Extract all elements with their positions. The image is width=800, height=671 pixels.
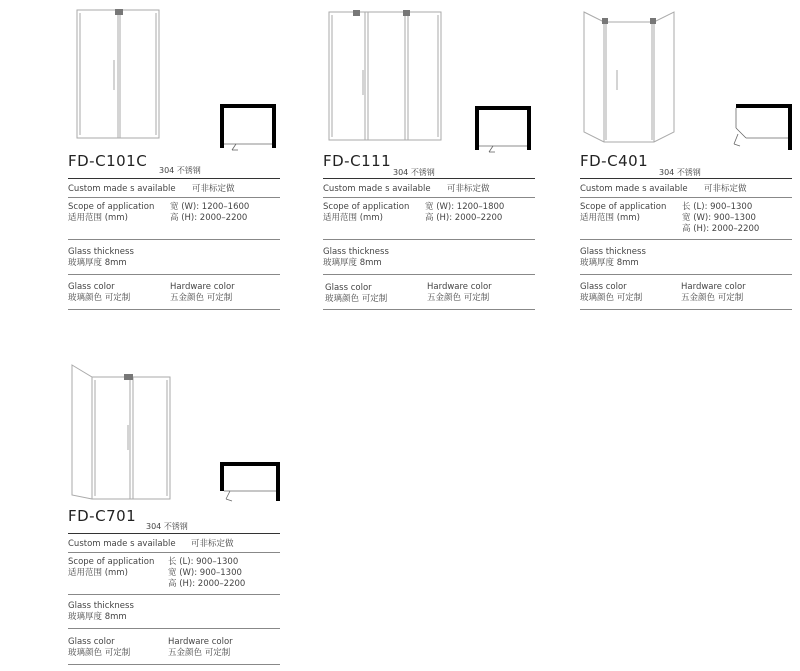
model-name: FD-C701	[68, 507, 137, 525]
scope-zh: 适用范围 (mm)	[323, 213, 383, 223]
custom-en: Custom made s available	[68, 539, 176, 549]
divider	[323, 274, 535, 275]
product-card-fd-c111	[323, 0, 535, 320]
scope-zh: 适用范围 (mm)	[68, 213, 128, 223]
scope-zh: 适用范围 (mm)	[580, 213, 640, 223]
hardware-color-en: Hardware color	[170, 282, 235, 292]
divider	[580, 197, 792, 198]
glass-color-zh: 玻璃颜色 可定制	[325, 294, 388, 304]
hardware-color-en: Hardware color	[168, 637, 233, 647]
glass-color-zh: 玻璃颜色 可定制	[68, 648, 131, 658]
glass-color-en: Glass color	[325, 283, 372, 293]
scope-dim: 长 (L): 900–1300	[682, 202, 753, 212]
glass-thickness-zh: 玻璃厚度 8mm	[323, 258, 382, 268]
hardware-color-zh: 五金颜色 可定制	[427, 293, 490, 303]
scope-dim: 宽 (W): 900–1300	[168, 568, 242, 578]
divider	[580, 309, 792, 310]
floor-plan-icon	[220, 461, 282, 509]
divider	[68, 552, 280, 553]
glass-thickness-en: Glass thickness	[68, 247, 134, 257]
custom-zh: 可非标定做	[191, 539, 234, 549]
divider	[323, 197, 535, 198]
glass-color-en: Glass color	[68, 637, 115, 647]
glass-thickness-en: Glass thickness	[323, 247, 389, 257]
glass-thickness-en: Glass thickness	[580, 247, 646, 257]
divider	[323, 178, 535, 179]
divider	[68, 628, 280, 629]
divider	[580, 274, 792, 275]
divider	[68, 239, 280, 240]
divider	[68, 197, 280, 198]
glass-thickness-en: Glass thickness	[68, 601, 134, 611]
model-name: FD-C401	[580, 152, 649, 170]
product-card-fd-c101c	[68, 0, 280, 320]
divider	[68, 178, 280, 179]
scope-dim: 长 (L): 900–1300	[168, 557, 239, 567]
glass-thickness-zh: 玻璃厚度 8mm	[580, 258, 639, 268]
hardware-color-zh: 五金颜色 可定制	[168, 648, 231, 658]
hardware-color-en: Hardware color	[427, 282, 492, 292]
scope-dim: 高 (H): 2000–2200	[425, 213, 503, 223]
divider	[68, 309, 280, 310]
custom-en: Custom made s available	[68, 184, 176, 194]
custom-zh: 可非标定做	[192, 184, 235, 194]
scope-dim: 宽 (W): 1200–1800	[425, 202, 505, 212]
divider	[323, 309, 535, 310]
custom-zh: 可非标定做	[704, 184, 747, 194]
scope-dim: 宽 (W): 1200–1600	[170, 202, 250, 212]
material-label: 304 不锈钢	[159, 166, 201, 175]
glass-color-en: Glass color	[580, 282, 627, 292]
scope-en: Scope of application	[580, 202, 667, 212]
product-card-fd-c401	[580, 0, 792, 320]
glass-color-zh: 玻璃颜色 可定制	[68, 293, 131, 303]
divider	[323, 239, 535, 240]
custom-en: Custom made s available	[580, 184, 688, 194]
material-label: 304 不锈钢	[659, 168, 701, 177]
material-label: 304 不锈钢	[146, 522, 188, 531]
custom-en: Custom made s available	[323, 184, 431, 194]
hardware-color-zh: 五金颜色 可定制	[681, 293, 744, 303]
model-name: FD-C111	[323, 152, 392, 170]
divider	[580, 178, 792, 179]
material-label: 304 不锈钢	[393, 168, 435, 177]
scope-en: Scope of application	[68, 202, 155, 212]
divider	[68, 274, 280, 275]
custom-zh: 可非标定做	[447, 184, 490, 194]
glass-thickness-zh: 玻璃厚度 8mm	[68, 612, 127, 622]
glass-thickness-zh: 玻璃厚度 8mm	[68, 258, 127, 268]
scope-en: Scope of application	[323, 202, 410, 212]
scope-en: Scope of application	[68, 557, 155, 567]
divider	[68, 594, 280, 595]
scope-dim: 高 (H): 2000–2200	[170, 213, 248, 223]
model-name: FD-C101C	[68, 152, 148, 170]
scope-zh: 适用范围 (mm)	[68, 568, 128, 578]
floor-plan-icon	[220, 104, 276, 154]
glass-color-en: Glass color	[68, 282, 115, 292]
hardware-color-en: Hardware color	[681, 282, 746, 292]
scope-dim: 高 (H): 2000–2200	[168, 579, 246, 589]
scope-dim: 高 (H): 2000–2200	[682, 224, 760, 234]
floor-plan-icon	[475, 106, 531, 156]
product-card-fd-c701	[68, 355, 280, 671]
floor-plan-icon	[732, 104, 792, 154]
divider	[68, 533, 280, 534]
hardware-color-zh: 五金颜色 可定制	[170, 293, 233, 303]
glass-color-zh: 玻璃颜色 可定制	[580, 293, 643, 303]
scope-dim: 宽 (W): 900–1300	[682, 213, 756, 223]
divider	[580, 239, 792, 240]
divider	[68, 664, 280, 665]
